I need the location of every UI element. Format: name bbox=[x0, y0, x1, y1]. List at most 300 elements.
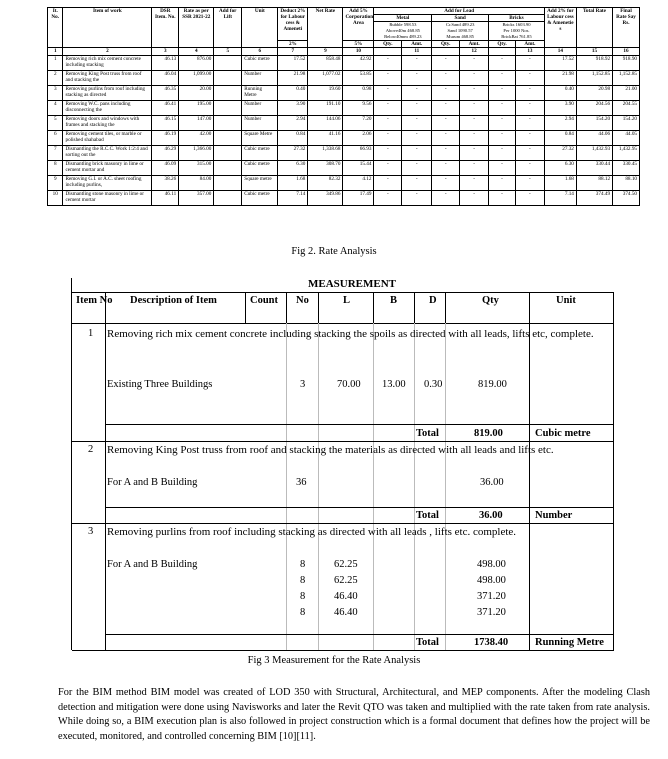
row-lead: - bbox=[515, 191, 544, 206]
col-index bbox=[432, 48, 460, 56]
row-lead: - bbox=[515, 56, 544, 71]
row-l: 46.40 bbox=[334, 607, 358, 618]
item-subheading: Existing Three Buildings bbox=[107, 379, 213, 390]
header-deduct-pct: 2% bbox=[278, 41, 308, 48]
header-unit: Unit bbox=[242, 8, 278, 48]
item-number: 3 bbox=[88, 526, 94, 537]
row-unit: Cubic metre bbox=[242, 56, 278, 71]
row-deduct: 2.94 bbox=[278, 116, 308, 131]
row-unit: Running Metre bbox=[242, 86, 278, 101]
row-add: 9.56 bbox=[343, 101, 374, 116]
row-net: 82.32 bbox=[308, 176, 343, 191]
header-no: No bbox=[296, 295, 309, 306]
bricks-per: Per 1000 Nos. bbox=[503, 28, 530, 33]
row-dsr: 46.19 bbox=[152, 131, 179, 146]
row-number: 1 bbox=[48, 56, 63, 71]
item-description: Removing rich mix cement concrete including stacking the spoils as directed with all leads, lifts etc, complete. bbox=[107, 328, 594, 340]
header-l: L bbox=[343, 295, 351, 306]
row-qty: 498.00 bbox=[477, 559, 506, 570]
row-item: Removing King Post truss from roof and stacking the bbox=[63, 71, 152, 86]
col-index: 3 bbox=[152, 48, 179, 56]
header-description: Description of Item bbox=[130, 295, 217, 306]
row-lift bbox=[214, 116, 242, 131]
row-lead: - bbox=[489, 56, 516, 71]
rate-analysis-table-wrapper bbox=[47, 7, 640, 206]
col-divider bbox=[529, 292, 530, 650]
row-add: 4.12 bbox=[343, 176, 374, 191]
row-lift bbox=[214, 131, 242, 146]
row-lead: - bbox=[432, 146, 460, 161]
item-separator bbox=[72, 441, 614, 442]
row-qty: 371.20 bbox=[477, 607, 506, 618]
row-lead: - bbox=[374, 131, 402, 146]
col-index: 6 bbox=[242, 48, 278, 56]
row-unit: Cubic metre bbox=[242, 146, 278, 161]
header-sand: Sand bbox=[432, 15, 489, 22]
col-index: 14 bbox=[544, 48, 576, 56]
header-b: B bbox=[390, 295, 398, 306]
col-divider bbox=[286, 292, 287, 323]
row-lead: - bbox=[515, 161, 544, 176]
row-labour: 2.94 bbox=[544, 116, 576, 131]
row-total: 88.12 bbox=[576, 176, 612, 191]
row-deduct: 21.98 bbox=[278, 71, 308, 86]
row-item: Removing G.I. or A.C. sheet roofing including purlins, bbox=[63, 176, 152, 191]
total-line bbox=[105, 634, 614, 635]
row-lead: - bbox=[460, 146, 489, 161]
row-deduct: 1.68 bbox=[278, 176, 308, 191]
total-line bbox=[105, 424, 614, 425]
item-number: 1 bbox=[88, 328, 94, 339]
row-l: 62.25 bbox=[334, 559, 358, 570]
item-subheading: For A and B Building bbox=[107, 477, 198, 488]
total-label: Total bbox=[416, 510, 439, 521]
row-total: 1,432.93 bbox=[576, 146, 612, 161]
row-dsr: 46.35 bbox=[152, 86, 179, 101]
row-total: 918.92 bbox=[576, 56, 612, 71]
header-bottom-line bbox=[72, 323, 614, 324]
row-dsr: 46.09 bbox=[152, 161, 179, 176]
row-lead: - bbox=[432, 191, 460, 206]
header-sand-qty: Qty. bbox=[432, 41, 460, 48]
header-metal-qty: Qty. bbox=[374, 41, 402, 48]
row-labour: 1.68 bbox=[544, 176, 576, 191]
col-index: 15 bbox=[576, 48, 612, 56]
row-item: Dismantling brick masonry in lime or cement mortar and bbox=[63, 161, 152, 176]
row-lead: - bbox=[515, 176, 544, 191]
row-final: 330.45 bbox=[613, 161, 640, 176]
row-lift bbox=[214, 191, 242, 206]
row-deduct: 7.14 bbox=[278, 191, 308, 206]
row-number: 5 bbox=[48, 116, 63, 131]
row-total: 1,152.85 bbox=[576, 71, 612, 86]
row-lead: - bbox=[374, 116, 402, 131]
header-dsr-item-no: DSR Item. No. bbox=[152, 8, 179, 48]
row-number: 9 bbox=[48, 176, 63, 191]
sand-murum: Murum 468.85 bbox=[446, 34, 474, 39]
item-no-value: 3 bbox=[300, 379, 306, 390]
col-index: 1 bbox=[48, 48, 63, 56]
row-lead: - bbox=[432, 176, 460, 191]
row-item: Dismantling the R.C.C. Work 1:2:4 and sorting out the bbox=[63, 146, 152, 161]
row-dsr: 46.29 bbox=[152, 146, 179, 161]
row-lead: - bbox=[402, 161, 432, 176]
row-lift bbox=[214, 86, 242, 101]
col-index bbox=[489, 48, 516, 56]
row-lead: - bbox=[432, 101, 460, 116]
col-divider bbox=[245, 292, 246, 323]
row-add: 0.98 bbox=[343, 86, 374, 101]
header-add-for-lift: Add for Lift bbox=[214, 8, 242, 48]
row-net: 41.16 bbox=[308, 131, 343, 146]
sand-sand: Sand 1090.57 bbox=[447, 28, 473, 33]
header-bricks: Bricks bbox=[489, 15, 545, 22]
header-top-line bbox=[72, 292, 614, 293]
col-index: 10 bbox=[343, 48, 374, 56]
header-item-no: Item No bbox=[76, 295, 113, 306]
row-no: 8 bbox=[300, 559, 306, 570]
col-index: 13 bbox=[515, 48, 544, 56]
header-add-corporation: Add 5% Corporation Area bbox=[343, 8, 374, 41]
row-add: 2.06 bbox=[343, 131, 374, 146]
row-final: 918.90 bbox=[613, 56, 640, 71]
row-number: 7 bbox=[48, 146, 63, 161]
row-lead: - bbox=[432, 116, 460, 131]
total-value: 819.00 bbox=[474, 428, 503, 439]
row-lead: - bbox=[402, 86, 432, 101]
row-lead: - bbox=[489, 86, 516, 101]
row-lead: - bbox=[402, 146, 432, 161]
col-divider bbox=[105, 292, 106, 650]
row-lead: - bbox=[402, 191, 432, 206]
row-lift bbox=[214, 176, 242, 191]
row-qty: 498.00 bbox=[477, 575, 506, 586]
row-final: 1,152.85 bbox=[613, 71, 640, 86]
row-add: 15.44 bbox=[343, 161, 374, 176]
item-description: Removing King Post truss from roof and stacking the materials as directed with all leads and lifts etc. bbox=[107, 444, 554, 456]
row-final: 21.00 bbox=[613, 86, 640, 101]
row-net: 858.48 bbox=[308, 56, 343, 71]
metal-rubble: Rubble 598.53 bbox=[389, 22, 417, 27]
row-lead: - bbox=[402, 176, 432, 191]
row-labour: 17.52 bbox=[544, 56, 576, 71]
header-qty: Qty bbox=[482, 295, 499, 306]
row-lead: - bbox=[374, 146, 402, 161]
row-add: 17.49 bbox=[343, 191, 374, 206]
row-unit: Number bbox=[242, 101, 278, 116]
col-guide bbox=[373, 323, 374, 650]
header-unit: Unit bbox=[556, 295, 576, 306]
header-total-rate: Total Rate bbox=[576, 8, 612, 48]
col-divider bbox=[613, 292, 614, 650]
total-unit: Number bbox=[535, 510, 573, 521]
row-lift bbox=[214, 101, 242, 116]
row-final: 88.10 bbox=[613, 176, 640, 191]
row-add: 53.85 bbox=[343, 71, 374, 86]
row-deduct: 3.90 bbox=[278, 101, 308, 116]
row-labour: 27.32 bbox=[544, 146, 576, 161]
row-unit: Number bbox=[242, 116, 278, 131]
table-row bbox=[48, 176, 640, 191]
row-dsr: 38.26 bbox=[152, 176, 179, 191]
row-item: Removing W.C. pans including disconnecting the bbox=[63, 101, 152, 116]
table-row bbox=[48, 56, 640, 71]
row-lead: - bbox=[402, 56, 432, 71]
row-lead: - bbox=[402, 131, 432, 146]
row-lead: - bbox=[374, 161, 402, 176]
row-l: 46.40 bbox=[334, 591, 358, 602]
row-total: 374.49 bbox=[576, 191, 612, 206]
total-unit: Running Metre bbox=[535, 637, 604, 648]
row-number: 2 bbox=[48, 71, 63, 86]
table-row bbox=[48, 101, 640, 116]
row-lift bbox=[214, 161, 242, 176]
row-item: Removing rich mix cement concrete including stacking bbox=[63, 56, 152, 71]
table-bottom-line bbox=[72, 650, 614, 651]
row-number: 10 bbox=[48, 191, 63, 206]
col-index bbox=[374, 48, 402, 56]
row-labour: 3.90 bbox=[544, 101, 576, 116]
total-value: 36.00 bbox=[479, 510, 503, 521]
row-lead: - bbox=[515, 71, 544, 86]
row-lead: - bbox=[515, 146, 544, 161]
row-total: 44.06 bbox=[576, 131, 612, 146]
measurement-title: MEASUREMENT bbox=[307, 278, 396, 290]
row-lead: - bbox=[432, 71, 460, 86]
row-lead: - bbox=[489, 131, 516, 146]
row-deduct: 0.84 bbox=[278, 131, 308, 146]
row-lead: - bbox=[374, 86, 402, 101]
row-labour: 7.14 bbox=[544, 191, 576, 206]
col-index: 16 bbox=[613, 48, 640, 56]
row-deduct: 17.52 bbox=[278, 56, 308, 71]
row-dsr: 46.13 bbox=[152, 56, 179, 71]
row-item: Removing cement tiles, or marble or polished shahabad bbox=[63, 131, 152, 146]
col-index: 4 bbox=[179, 48, 214, 56]
total-unit: Cubic metre bbox=[535, 428, 591, 439]
row-qty: 371.20 bbox=[477, 591, 506, 602]
row-add: 42.92 bbox=[343, 56, 374, 71]
item-d-value: 0.30 bbox=[424, 379, 443, 390]
table-row bbox=[48, 161, 640, 176]
row-lead: - bbox=[374, 101, 402, 116]
col-guide bbox=[445, 323, 446, 650]
row-deduct: 6.30 bbox=[278, 161, 308, 176]
item-qty-value: 819.00 bbox=[478, 379, 507, 390]
row-lead: - bbox=[460, 86, 489, 101]
row-final: 1,432.95 bbox=[613, 146, 640, 161]
fig2-caption: Fig 2. Rate Analysis bbox=[291, 246, 377, 257]
row-item: Dismantling stone masonry in lime or cement mortar bbox=[63, 191, 152, 206]
row-dsr: 46.41 bbox=[152, 101, 179, 116]
row-net: 191.10 bbox=[308, 101, 343, 116]
row-rate: 42.00 bbox=[179, 131, 214, 146]
row-lead: - bbox=[515, 116, 544, 131]
item-count-value: 36 bbox=[296, 477, 307, 488]
row-lead: - bbox=[489, 101, 516, 116]
row-lift bbox=[214, 146, 242, 161]
row-deduct: 27.32 bbox=[278, 146, 308, 161]
column-index-row bbox=[48, 48, 640, 56]
row-net: 1,338.68 bbox=[308, 146, 343, 161]
table-row bbox=[48, 86, 640, 101]
row-lead: - bbox=[432, 131, 460, 146]
col-index: 7 bbox=[278, 48, 308, 56]
row-rate: 147.00 bbox=[179, 116, 214, 131]
row-rate: 195.00 bbox=[179, 101, 214, 116]
row-lead: - bbox=[374, 176, 402, 191]
item-separator bbox=[72, 523, 614, 524]
row-lead: - bbox=[402, 71, 432, 86]
row-lead: - bbox=[460, 56, 489, 71]
row-number: 6 bbox=[48, 131, 63, 146]
row-number: 4 bbox=[48, 101, 63, 116]
bricks-bat: BrickBat 761.85 bbox=[501, 34, 532, 39]
row-unit: Square metre bbox=[242, 176, 278, 191]
header-final-rate: Final Rate Say Rs. bbox=[613, 8, 640, 48]
row-add: 66.93 bbox=[343, 146, 374, 161]
row-no: 8 bbox=[300, 607, 306, 618]
col-guide bbox=[318, 323, 319, 650]
col-divider bbox=[445, 292, 446, 323]
row-number: 8 bbox=[48, 161, 63, 176]
row-lead: - bbox=[515, 101, 544, 116]
table-row bbox=[48, 191, 640, 206]
row-lead: - bbox=[489, 191, 516, 206]
body-paragraph: For the BIM method BIM model was created of LOD 350 with Structural, Architectural, and MEP components. After the modeling Clash detection and mitigation were done using Navisworks and later the Revit QTO was taken and multiplied with the rate taken from rate analysis. While doing so, a BIM execution plan is also followed in project construction which is a formal document that defines how the project will be executed, monitored, and controlled concerning BIM [10][11]. bbox=[58, 687, 650, 742]
row-total: 20.98 bbox=[576, 86, 612, 101]
row-net: 1,077.02 bbox=[308, 71, 343, 86]
row-rate: 1,099.00 bbox=[179, 71, 214, 86]
measurement-table bbox=[71, 278, 614, 650]
row-rate: 357.00 bbox=[179, 191, 214, 206]
row-l: 62.25 bbox=[334, 575, 358, 586]
row-unit: Square Metre bbox=[242, 131, 278, 146]
col-divider bbox=[318, 292, 319, 323]
row-lead: - bbox=[460, 161, 489, 176]
col-index: 2 bbox=[63, 48, 152, 56]
row-lead: - bbox=[515, 131, 544, 146]
row-add: 7.20 bbox=[343, 116, 374, 131]
row-lead: - bbox=[489, 161, 516, 176]
header-rate-ssr: Rate as per SSR 2021-22 bbox=[179, 8, 214, 48]
row-total: 330.44 bbox=[576, 161, 612, 176]
row-dsr: 46.11 bbox=[152, 191, 179, 206]
item-b-value: 13.00 bbox=[382, 379, 406, 390]
table-row bbox=[48, 71, 640, 86]
row-deduct: 0.40 bbox=[278, 86, 308, 101]
row-no: 8 bbox=[300, 591, 306, 602]
row-rate: 315.00 bbox=[179, 161, 214, 176]
col-divider bbox=[373, 292, 374, 323]
row-lead: - bbox=[460, 101, 489, 116]
metal-below: Below40mm 489.23 bbox=[384, 34, 422, 39]
bricks-bricks: Bricks 1603.90 bbox=[502, 22, 531, 27]
row-total: 154.20 bbox=[576, 116, 612, 131]
row-lead: - bbox=[402, 101, 432, 116]
total-line bbox=[105, 507, 614, 508]
col-index: 9 bbox=[308, 48, 343, 56]
table-row bbox=[48, 131, 640, 146]
header-sand-rates bbox=[432, 22, 489, 41]
header-net-rate: Net Rate bbox=[308, 8, 343, 48]
row-unit: Cubic metre bbox=[242, 191, 278, 206]
row-rate: 84.00 bbox=[179, 176, 214, 191]
header-count: Count bbox=[250, 295, 279, 306]
row-lead: - bbox=[460, 191, 489, 206]
item-number: 2 bbox=[88, 444, 94, 455]
header-add-pct: 5% bbox=[343, 41, 374, 48]
row-no: 8 bbox=[300, 575, 306, 586]
fig3-caption: Fig 3 Measurement for the Rate Analysis bbox=[247, 655, 421, 666]
row-net: 19.60 bbox=[308, 86, 343, 101]
item-qty-value: 36.00 bbox=[480, 477, 504, 488]
header-add-labour: Add 2% for Labour cess & Amenetie s bbox=[544, 8, 576, 48]
row-lead: - bbox=[402, 116, 432, 131]
col-divider bbox=[414, 292, 415, 323]
row-lead: - bbox=[489, 71, 516, 86]
header-metal-rates bbox=[374, 22, 432, 41]
row-net: 144.06 bbox=[308, 116, 343, 131]
row-dsr: 46.15 bbox=[152, 116, 179, 131]
row-rate: 876.00 bbox=[179, 56, 214, 71]
row-labour: 6.30 bbox=[544, 161, 576, 176]
header-metal: Metal bbox=[374, 15, 432, 22]
row-dsr: 46.04 bbox=[152, 71, 179, 86]
total-label: Total bbox=[416, 428, 439, 439]
item-subheading: For A and B Building bbox=[107, 559, 198, 570]
total-value: 1738.40 bbox=[474, 637, 509, 648]
row-lead: - bbox=[432, 86, 460, 101]
row-lead: - bbox=[432, 56, 460, 71]
row-total: 204.56 bbox=[576, 101, 612, 116]
header-bricks-amt: Amt. bbox=[515, 41, 544, 48]
row-lead: - bbox=[460, 116, 489, 131]
row-lead: - bbox=[460, 131, 489, 146]
row-lead: - bbox=[515, 86, 544, 101]
header-bricks-qty: Qty. bbox=[489, 41, 516, 48]
row-lead: - bbox=[489, 116, 516, 131]
row-lift bbox=[214, 56, 242, 71]
header-deduct-labour: Deduct 2% for Labour cess & Ameneti bbox=[278, 8, 308, 41]
header-add-for-lead: Add for Lead bbox=[374, 8, 544, 15]
row-final: 44.05 bbox=[613, 131, 640, 146]
row-unit: Number bbox=[242, 71, 278, 86]
row-labour: 0.40 bbox=[544, 86, 576, 101]
row-lead: - bbox=[432, 161, 460, 176]
col-index: 5 bbox=[214, 48, 242, 56]
row-lead: - bbox=[489, 146, 516, 161]
item-l-value: 70.00 bbox=[337, 379, 361, 390]
col-guide bbox=[414, 323, 415, 650]
row-lead: - bbox=[489, 176, 516, 191]
header-d: D bbox=[429, 295, 437, 306]
rate-analysis-table bbox=[47, 7, 640, 206]
header-sand-amt: Amt. bbox=[460, 41, 489, 48]
row-final: 154.20 bbox=[613, 116, 640, 131]
item-description: Removing purlins from roof including stacking as directed with all leads , lifts etc. complete. bbox=[107, 526, 517, 538]
col-guide bbox=[286, 323, 287, 650]
header-bricks-rates bbox=[489, 22, 545, 41]
header-metal-amt: Amt. bbox=[402, 41, 432, 48]
row-labour: 0.84 bbox=[544, 131, 576, 146]
total-label: Total bbox=[416, 637, 439, 648]
row-final: 204.55 bbox=[613, 101, 640, 116]
row-lead: - bbox=[460, 176, 489, 191]
col-index: 12 bbox=[460, 48, 489, 56]
row-lead: - bbox=[374, 71, 402, 86]
row-net: 349.86 bbox=[308, 191, 343, 206]
